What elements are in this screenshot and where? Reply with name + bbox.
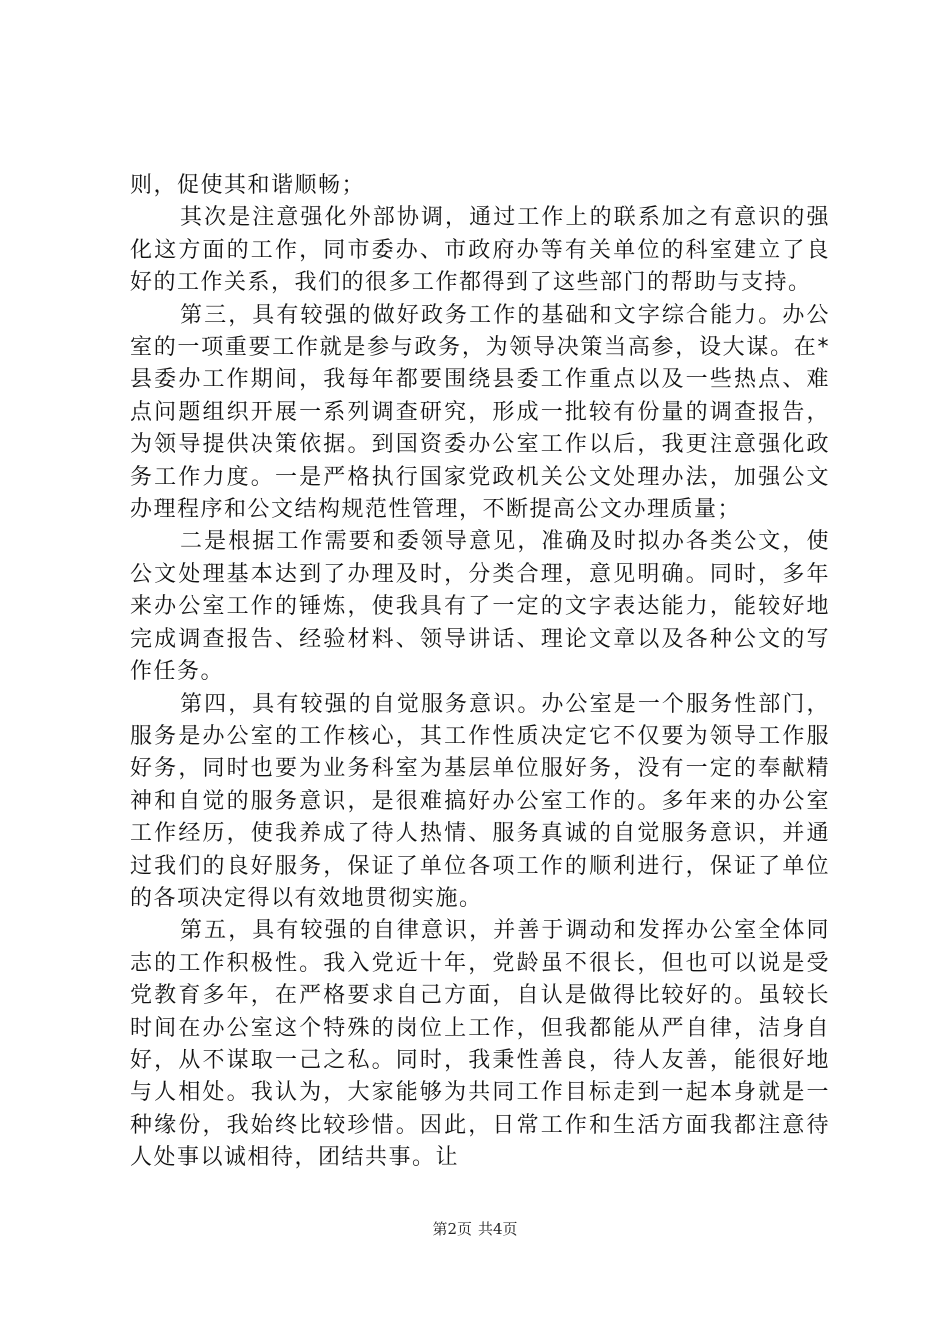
paragraph-5: 第四，具有较强的自觉服务意识。办公室是一个服务性部门，服务是办公室的工作核心，其工作性质决定它不仅要为领导工作服好务，同时也要为业务科室为基层单位服好务，没有一定的奉献精神和自觉的服务意识，是很难搞好办公室工作的。多年来的办公室工作经历，使我养成了待人热情、服务真诚的自觉服务意识，并通过我们的良好服务，保证了单位各项工作的顺利进行，保证了单位的各项决定得以有效地贯彻实施。 <box>130 691 830 911</box>
page-total: 共4页 <box>478 1220 518 1238</box>
page-footer <box>0 1218 950 1239</box>
paragraph-2: 其次是注意强化外部协调，通过工作上的联系加之有意识的强化这方面的工作，同市委办、市政府办等有关单位的科室建立了良好的工作关系，我们的很多工作都得到了这些部门的帮助与支持。 <box>130 205 830 296</box>
paragraph-6: 第五，具有较强的自律意识，并善于调动和发挥办公室全体同志的工作积极性。我入党近十年，党龄虽不很长，但也可以说是受党教育多年，在严格要求自己方面，自认是做得比较好的。虽较长时间在办公室这个特殊的岗位上工作，但我都能从严自律，洁身自好，从不谋取一己之私。同时，我秉性善良，待人友善，能很好地与人相处。我认为，大家能够为共同工作目标走到一起本身就是一种缘份，我始终比较珍惜。因此，日常工作和生活方面我都注意待人处事以诚相待，团结共事。让 <box>130 918 830 1171</box>
page-number: 第2页 <box>432 1220 472 1238</box>
document-body <box>130 170 830 1175</box>
paragraph-1: 则，促使其和谐顺畅； <box>130 173 366 198</box>
paragraph-4: 二是根据工作需要和委领导意见，准确及时拟办各类公文，使公文处理基本达到了办理及时，分类合理，意见明确。同时，多年来办公室工作的锤炼，使我具有了一定的文字表达能力，能较好地完成调查报告、经验材料、领导讲话、理论文章以及各种公文的写作任务。 <box>130 529 830 685</box>
paragraph-3: 第三，具有较强的做好政务工作的基础和文字综合能力。办公室的一项重要工作就是参与政务，为领导决策当高参，设大谋。在*县委办工作期间，我每年都要围绕县委工作重点以及一些热点、难点问题组织开展一系列调查研究，形成一批较有份量的调查报告，为领导提供决策依据。到国资委办公室工作以后，我更注意强化政务工作力度。一是严格执行国家党政机关公文处理办法，加强公文办理程序和公文结构规范性管理，不断提高公文办理质量； <box>130 302 830 523</box>
